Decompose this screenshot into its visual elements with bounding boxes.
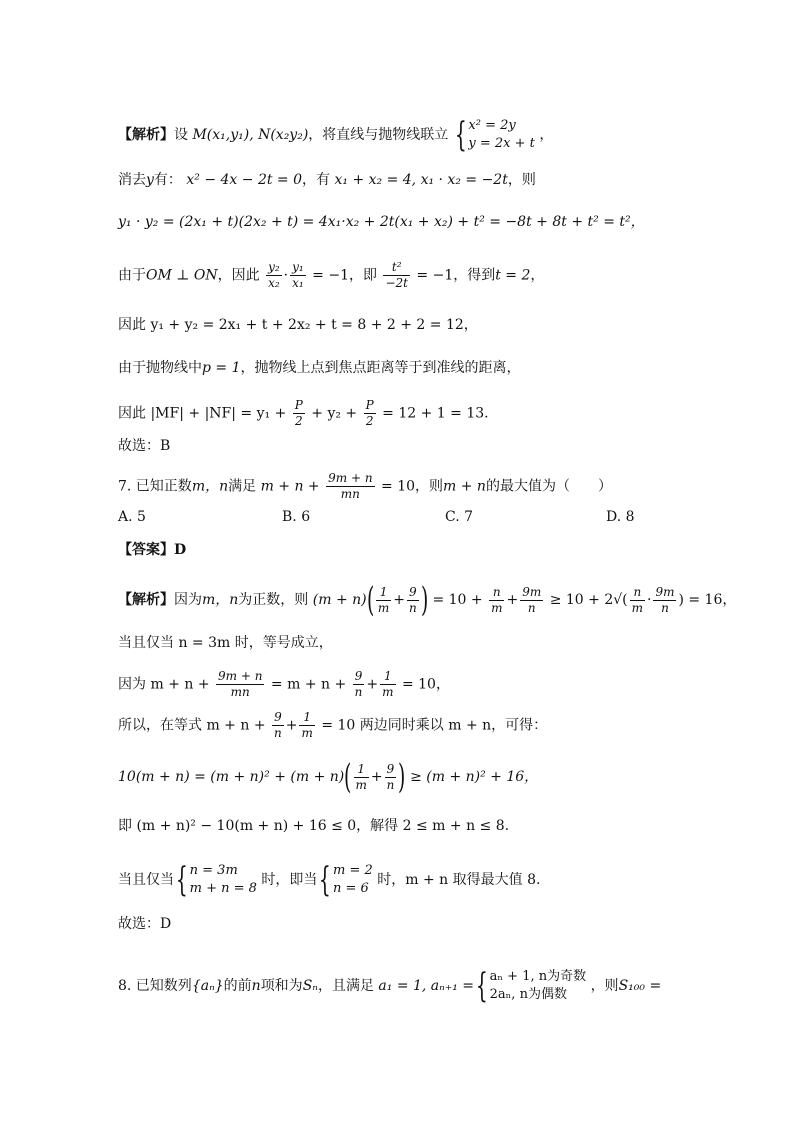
q8-stem: 8. 已知数列{aₙ}的前n项和为Sₙ，且满足 a₁ = 1, aₙ₊₁ ={ aₙ + 1, n为奇数 2aₙ, n为偶数 ，则S₁₀₀ = bbox=[118, 966, 662, 1006]
q7-solution-2: 当且仅当 n = 3m 时，等号成立， bbox=[118, 635, 333, 651]
q7-stem: 7. 已知正数m，n满足 m + n + $\frac{9m + n}{mn}$ = 10，则m + n的最大值为（ ） bbox=[118, 471, 612, 501]
q7-option-d[interactable]: D. 8 bbox=[606, 509, 635, 525]
q6-line-2: 消去y有： x² − 4x − 2t = 0，有 x₁ + x₂ = 4, x₁ · x₂ = −2t，则 bbox=[118, 172, 536, 188]
q7-solution-1: 【解析】因为m，n为正数，则 (m + n)( $\frac{1}{m}$ + $\frac{9}{n}$ ) = 10 + $\frac{n}{m}$ + $\frac{9m}{n}$ ≥ 10 + 2√( $\frac{n}{m}$ · $\frac{9m}{n}$ ) = 16， bbox=[118, 580, 737, 620]
q6-line-6: 由于抛物线中p = 1，抛物线上点到焦点距离等于到准线的距离， bbox=[118, 360, 521, 376]
q6-line-5: 因此 y₁ + y₂ = 2x₁ + t + 2x₂ + t = 8 + 2 + 2 = 12， bbox=[118, 317, 478, 333]
q7-answer: 故选：D bbox=[118, 916, 172, 932]
q7-answer-key: 【答案】D bbox=[118, 542, 187, 558]
q7-option-b[interactable]: B. 6 bbox=[282, 509, 311, 525]
q6-line-3: y₁ · y₂ = (2x₁ + t)(2x₂ + t) = 4x₁·x₂ + 2t(x₁ + x₂) + t² = −8t + 8t + t² = t²， bbox=[118, 214, 645, 230]
q7-solution-7: 当且仅当{ n = 3m m + n = 8 时，即当{ m = 2 n = 6 时，m + n 取得最大值 8. bbox=[118, 860, 541, 900]
q7-solution-3: 因为 m + n + $\frac{9m + n}{mn}$ = m + n + $\frac{9}{n}$ + $\frac{1}{m}$ = 10， bbox=[118, 669, 450, 699]
q7-solution-4: 所以，在等式 m + n + $\frac{9}{n}$ + $\frac{1}{m}$ = 10 两边同时乘以 m + n，可得： bbox=[118, 710, 548, 740]
q7-option-a[interactable]: A. 5 bbox=[118, 509, 146, 525]
q6-line-7: 因此 |MF| + |NF| = y₁ + $\frac{P}{2}$ + y₂ + $\frac{P}{2}$ = 12 + 1 = 13. bbox=[118, 398, 489, 428]
q6-line-1: 【解析】设 M(x₁,y₁), N(x₂y₂)，将直线与抛物线联立 { x² = 2y y = 2x + t ， bbox=[118, 115, 554, 155]
q7-option-c[interactable]: C. 7 bbox=[445, 509, 474, 525]
q6-line-4: 由于OM ⊥ ON，因此 $\frac{\text{y₂}}{\text{x₂}}$ · $\frac{\text{y₁}}{\text{x₁}}$ = −1，即 $\frac{\text{t²}}{-2t}$ = −1，得到t = 2， bbox=[118, 260, 545, 290]
q6-tag: 【解析】 bbox=[118, 127, 174, 143]
q6-answer: 故选：B bbox=[118, 438, 171, 454]
q7-solution-6: 即 (m + n)² − 10(m + n) + 16 ≤ 0，解得 2 ≤ m + n ≤ 8. bbox=[118, 818, 510, 834]
q7-solution-5: 10(m + n) = (m + n)² + (m + n)( $\frac{1}{m}$ + $\frac{9}{n}$ ) ≥ (m + n)² + 16， bbox=[118, 757, 539, 797]
